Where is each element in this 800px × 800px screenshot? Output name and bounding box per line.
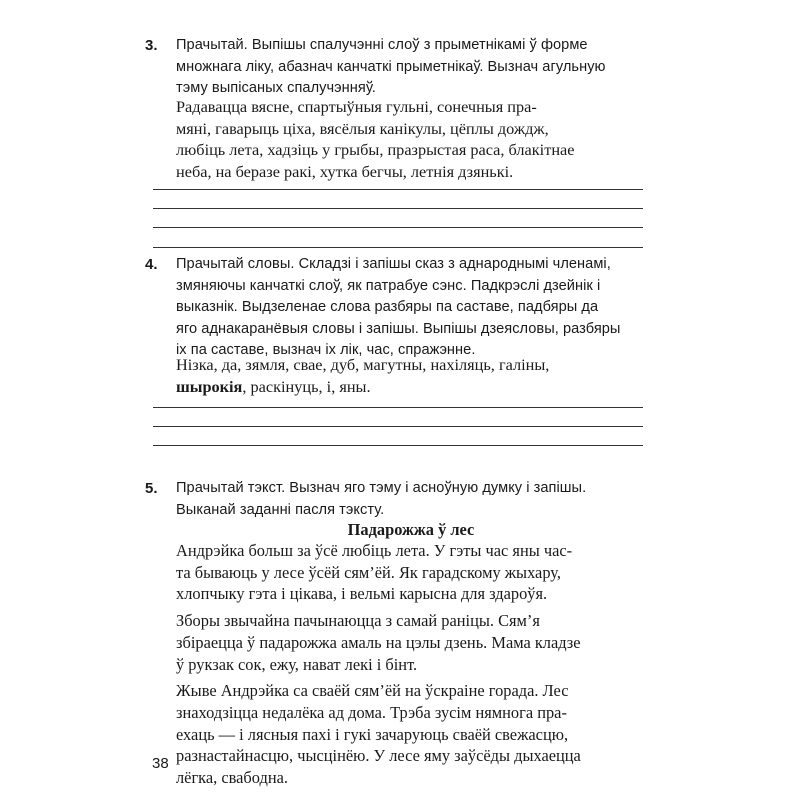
story-line: лёгка, свабодна. [176,768,288,788]
task-4-line: яго аднакаранёвыя словы і запішы. Выпішы дзеясловы, разбяры [176,320,621,337]
answer-line[interactable] [153,247,643,248]
story-line: ў рукзак сок, ежу, нават лекі і бінт. [176,654,418,674]
page-number: 38 [152,755,169,772]
story-paragraph [176,540,644,605]
task-4-number: 4. [145,256,158,273]
task-3-line: множнага ліку, абазнач канчаткі прыметнікаў. Вызнач агульную [176,58,606,75]
story-line: Жыве Андрэйка са сваёй сям’ёй на ўскраіне горада. Лес [176,681,569,701]
task-5-line: Прачытай тэкст. Вызнач яго тэму і асноўную думку і запішы. [176,480,587,496]
task-3-number: 3. [145,37,158,54]
task-4-line: выказнік. Выдзеленае слова разбяры па саставе, падбяры да [176,299,599,315]
answer-line[interactable] [153,189,643,190]
word-line: неба, на беразе ракі, хутка бегчы, летнія дзянькі. [176,162,514,182]
task-4-instruction [145,254,643,362]
story-paragraph [176,610,644,675]
highlighted-word: шырокія [176,376,243,396]
answer-line[interactable] [153,445,643,446]
story-line: разнастайнасцю, чысцінёю. У лесе яму заўсёды дыхаецца [176,746,581,766]
task-4-line: Прачытай словы. Складзі і запішы сказ з аднароднымі членамі, [176,256,611,272]
task-3-line: Прачытай. Выпішы спалучэнні слоў з прыметнікамі ў форме [176,37,588,53]
story-line: Зборы звычайна пачынаюцца з самай раніцы. Сям’я [176,611,540,631]
task-5-instruction [145,478,643,521]
word-line-rest: , раскінуць, і, яны. [242,376,371,396]
word-line: мяні, гаварыць ціха, вясёлыя канікулы, цёплы дождж, [176,118,549,138]
answer-line[interactable] [153,208,643,209]
story-line: ехаць — і лясныя пахі і гукі зачаруюць сваёй свежасцю, [176,724,569,744]
story-line: хлопчыку гэта і цікава, і вельмі карысна для здароўя. [176,584,548,604]
task-3-line: тэму выпісаных спалучэнняў. [176,80,376,96]
story-line: та бываюць у лесе ўсёй сям’ёй. Як гарадскому жыхару, [176,562,561,582]
task-5-number: 5. [145,480,158,497]
task-4-line: іх па саставе, вызнач іх лік, час, спражэнне. [176,342,476,358]
word-line: Радавацца вясне, спартыўныя гульні, сонечныя пра- [176,97,537,116]
word-line: любіць лета, хадзіць у грыбы, празрыстая раса, блакітнае [176,140,575,160]
task-4-line: змяняючы канчаткі слоў, як патрабуе сэнс. Падкрэслі дзейнік і [176,277,601,294]
task-4-answer-lines [153,407,643,465]
story-line: збіраецца ў падарожжа амаль на цэлы дзень. Мама кладзе [176,632,581,652]
story-text [176,540,644,794]
task-3-word-list [176,96,646,183]
answer-line[interactable] [153,426,643,427]
story-line: Андрэйка больш за ўсё любіць лета. У гэты час яны час- [176,541,573,560]
story-title: Падарожжа ў лес [347,520,475,539]
answer-line[interactable] [153,227,643,228]
task-4-word-list [176,354,646,397]
story-line: знаходзіцца недалёка ад дома. Трэба зусім нямнога пра- [176,702,567,722]
word-line: Нізка, да, зямля, свае, дуб, магутны, нахіляць, галіны, [176,355,550,374]
answer-line[interactable] [153,407,643,408]
story-paragraph [176,680,644,789]
task-5-line: Выканай заданні пасля тэксту. [176,501,385,518]
task-3-instruction [145,35,643,100]
